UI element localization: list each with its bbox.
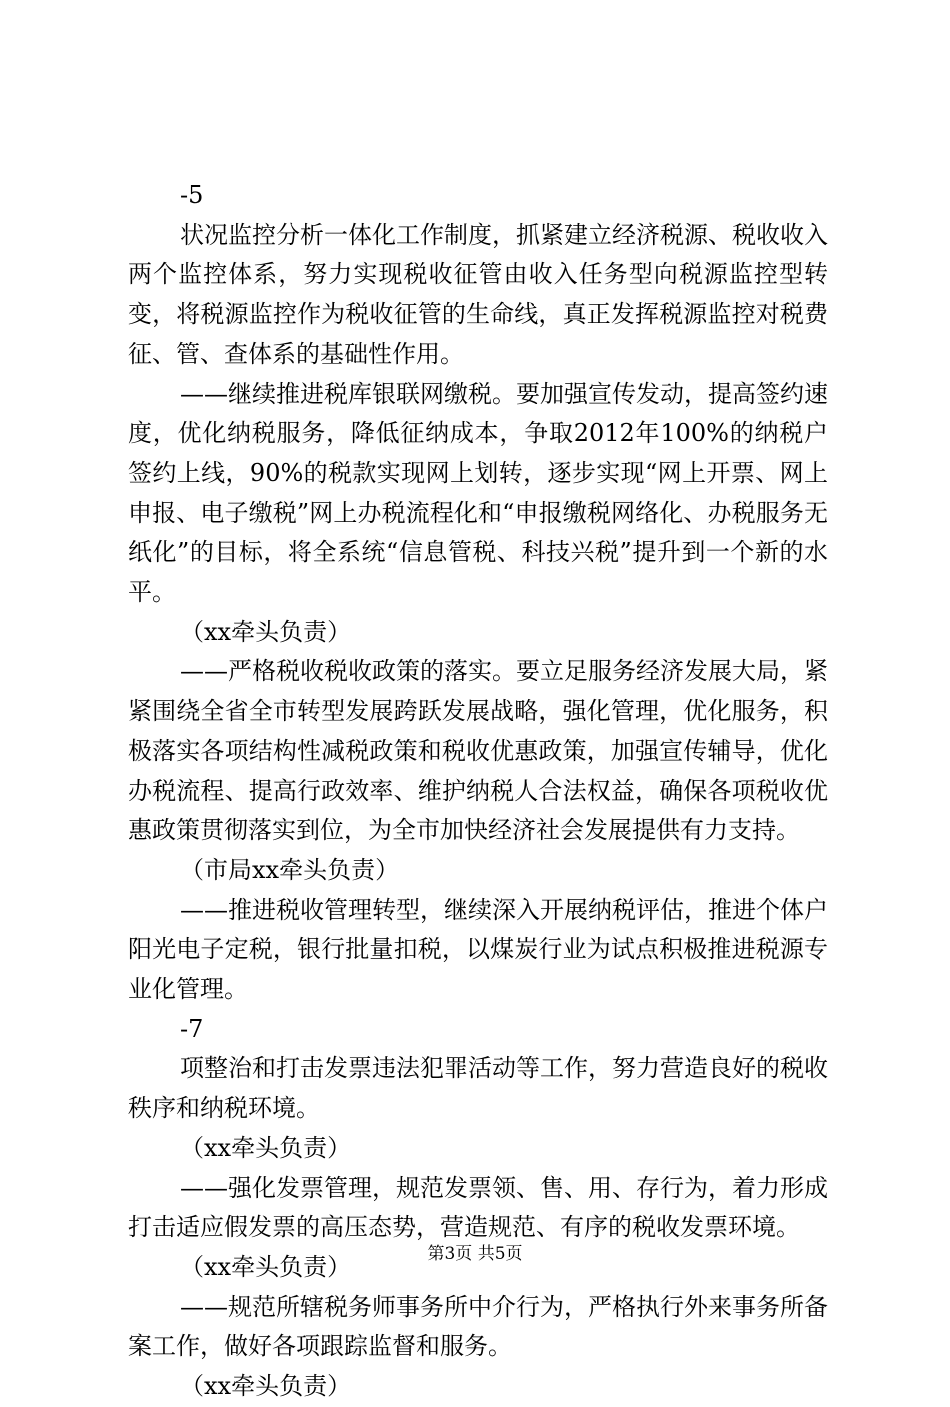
page-marker: -7 <box>180 1014 204 1043</box>
paragraph: ——推进税收管理转型，继续深入开展纳税评估，推进个体户阳光电子定税，银行批量扣税，以煤炭行业为试点积极推进税源专业化管理。 <box>128 895 828 1004</box>
paragraph: ——严格税收税收政策的落实。要立足服务经济发展大局，紧紧围绕全省全市转型发展跨跃发展战略，强化管理，优化服务，积极落实各项结构性减税政策和税收优惠政策，加强宣传辅导，优化办税流程、提高行政效率、维护纳税人合法权益，确保各项税收优惠政策贯彻落实到位，为全市加快经济社会发展提供有力支持。 <box>128 657 828 845</box>
page-marker: -5 <box>180 181 204 209</box>
paragraph: ——强化发票管理，规范发票领、售、用、存行为，着力形成打击适应假发票的高压态势，营造规范、有序的税收发票环境。 <box>128 1173 828 1242</box>
responsibility-note: （xx牵头负责） <box>180 1133 352 1162</box>
responsibility-note: （xx牵头负责） <box>180 1252 352 1281</box>
responsibility-note: （xx牵头负责） <box>180 1372 352 1401</box>
paragraph: 项整治和打击发票违法犯罪活动等工作，努力营造良好的税收秩序和纳税环境。 <box>128 1054 828 1123</box>
paragraph: ——继续推进税库银联网缴税。要加强宣传发动，提高签约速度，优化纳税服务，降低征纳成本，争取2012年100%的纳税户签约上线，90%的税款实现网上划转，逐步实现“网上开票、网上申报、电子缴税”网上办税流程化和“申报缴税网络化、办税服务无纸化”的目标，将全系统“信息管税、科技兴税”提升到一个新的水平。 <box>128 379 828 607</box>
paragraph: ——规范所辖税务师事务所中介行为，严格执行外来事务所备案工作，做好各项跟踪监督和服务。 <box>128 1292 828 1361</box>
responsibility-note: （市局xx牵头负责） <box>180 855 400 884</box>
document-body <box>128 176 828 1407</box>
responsibility-note: （xx牵头负责） <box>180 617 352 646</box>
page-footer: 第3页 共5页 <box>427 1244 523 1264</box>
paragraph: 状况监控分析一体化工作制度，抓紧建立经济税源、税收收入两个监控体系，努力实现税收征管由收入任务型向税源监控型转变，将税源监控作为税收征管的生命线，真正发挥税源监控对税费征、管、查体系的基础性作用。 <box>128 220 828 368</box>
